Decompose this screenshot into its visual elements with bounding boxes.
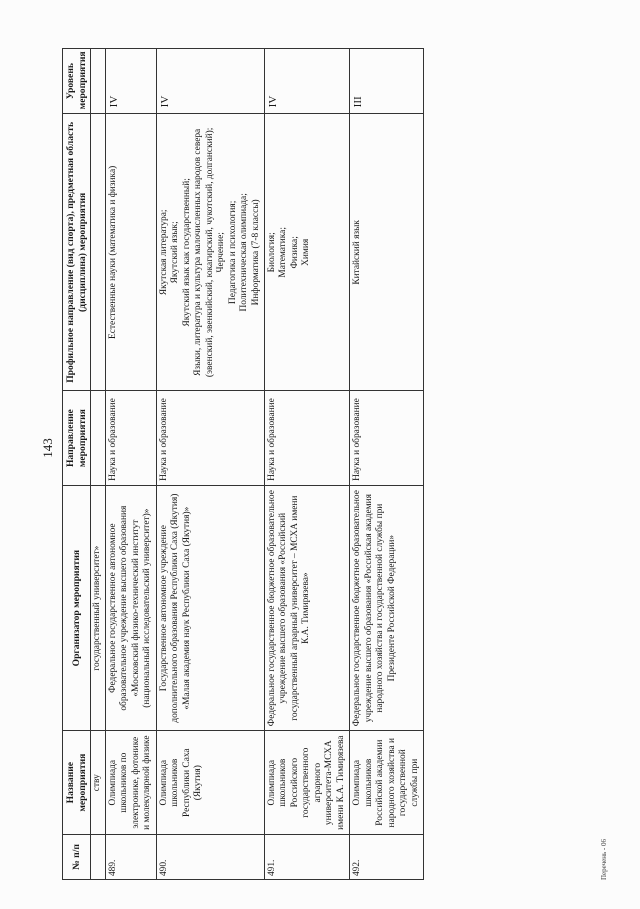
row-level: IV: [105, 49, 156, 114]
row-num: 492.: [350, 834, 424, 879]
profile-item: Математика;: [278, 227, 289, 278]
row-num: 490.: [156, 834, 264, 879]
profile-item: Естественные науки (математика и физика): [107, 165, 118, 339]
profile-item: Языки, литература и культура малочисленных народов севера (эвенский, эвенкийский, юкагирский, чукотский, долганский);: [193, 127, 215, 378]
table-row: [264, 49, 349, 880]
olympiad-register-table: [62, 48, 424, 880]
header-direction: Направление мероприятия: [63, 391, 91, 486]
footer-note: Перечень - 06: [600, 839, 608, 880]
cont-organizer: государственный университет»: [91, 485, 105, 730]
row-name: Олимпиада школьников по электронике, фотонике и молекулярной физике: [105, 731, 156, 835]
profile-item: Черчение;: [216, 232, 227, 273]
profile-item: Химия: [301, 238, 312, 266]
row-level: IV: [156, 49, 264, 114]
rotated-landscape-content: [0, 30, 640, 880]
row-profile: [350, 114, 424, 391]
profile-item: Физика;: [289, 236, 300, 269]
row-name: Олимпиада школьников Республики Саха (Якутия): [156, 731, 264, 835]
header-profile: Профильное направление (вид спорта), предметная область (дисциплина) мероприятия: [63, 114, 91, 391]
row-direction: Наука и образование: [105, 391, 156, 486]
row-name: Олимпиада школьников Российской академии народного хозяйства и государственной службы при: [350, 731, 424, 835]
page-number: 143: [40, 438, 55, 458]
cont-name: ству: [91, 731, 105, 835]
row-profile: [156, 114, 264, 391]
profile-item: Якутский язык как государственный;: [181, 178, 192, 327]
row-num: 489.: [105, 834, 156, 879]
profile-item: Информатика (7-8 классы): [250, 199, 261, 306]
profile-item: Педагогика и психология;: [227, 200, 238, 305]
row-profile: [105, 114, 156, 391]
row-organizer: Федеральное государственное бюджетное образовательное учреждение высшего образования «Российский государственный аграрный университет – МСХА имени К.А. Тимирязева»: [264, 485, 349, 730]
profile-item: Политехническая олимпиада;: [239, 193, 250, 312]
header-level: Уровень мероприятия: [63, 49, 91, 114]
row-name: Олимпиада школьников Российского государственного аграрного университета-МСХА имени К.А. Тимирязева: [264, 731, 349, 835]
header-num: № п/п: [63, 834, 91, 879]
row-organizer: Федеральное государственное бюджетное образовательное учреждение высшего образования «Российская академия народного хозяйства и государственной службы при Президенте Российской Федерации»: [350, 485, 424, 730]
table-row-continuation: [91, 49, 105, 880]
row-num: 491.: [264, 834, 349, 879]
row-direction: Наука и образование: [264, 391, 349, 486]
row-organizer: Государственное автономное учреждение дополнительного образования Республики Саха (Якутия) «Малая академия наук Республики Саха (Якутия)»: [156, 485, 264, 730]
profile-item: Якутская литература;: [158, 209, 169, 296]
profile-item: Биология;: [266, 232, 277, 273]
header-name: Название мероприятия: [63, 731, 91, 835]
row-profile: [264, 114, 349, 391]
profile-item: Китайский язык: [352, 220, 363, 285]
row-direction: Наука и образование: [350, 391, 424, 486]
row-direction: Наука и образование: [156, 391, 264, 486]
table-row: [350, 49, 424, 880]
row-level: IV: [264, 49, 349, 114]
row-organizer: Федеральное государственное автономное образовательное учреждение высшего образования «Московский физико-технический институт (национальный исследовательский университет)»: [105, 485, 156, 730]
profile-item: Якутский язык;: [170, 221, 181, 284]
header-organizer: Организатор мероприятия: [63, 485, 91, 730]
table-header-row: [63, 49, 91, 880]
table-row: [156, 49, 264, 880]
row-level: III: [350, 49, 424, 114]
table-row: [105, 49, 156, 880]
